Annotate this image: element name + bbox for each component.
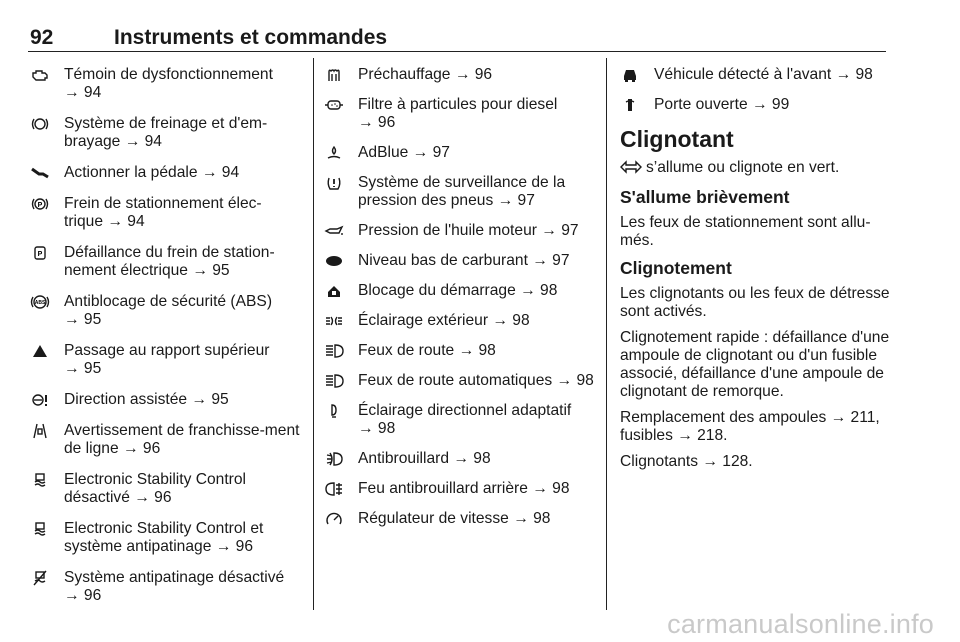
indicator-list-item	[324, 372, 594, 390]
glow-plug-icon	[324, 67, 344, 83]
indicator-label: Éclairage extérieur	[358, 312, 489, 329]
page-reference-link[interactable]: → 98	[520, 282, 558, 299]
indicator-label: Electronic Stability Control et système antipatinage	[64, 520, 264, 555]
indicator-label: Régulateur de vitesse	[358, 510, 509, 527]
page-reference-link[interactable]: → 94	[124, 133, 162, 150]
indicator-list-item	[324, 342, 594, 360]
esc-off-icon	[30, 472, 50, 488]
door-open-icon	[620, 97, 640, 113]
indicator-label: Système de surveillance de la pression des pneus	[358, 174, 566, 209]
page-reference-link[interactable]: → 97	[412, 144, 450, 161]
page-reference-link[interactable]: → 98	[453, 450, 491, 467]
page-reference-link[interactable]: → 98	[358, 420, 396, 437]
page-reference-link[interactable]: → 98	[835, 66, 873, 83]
indicator-label: Passage au rapport supérieur	[64, 342, 270, 359]
subheading-allume-brievement: S'allume brièvement	[620, 187, 790, 207]
indicator-list-item	[30, 244, 300, 280]
oil-pressure-icon	[324, 223, 344, 239]
page-reference-link[interactable]: → 94	[201, 164, 240, 181]
indicator-list-item	[324, 144, 594, 162]
indicator-label: Filtre à particules pour diesel	[358, 96, 558, 113]
indicator-label: Défaillance du frein de station-nement électrique	[64, 244, 275, 279]
parking-brake-fault-icon	[30, 245, 50, 261]
column-divider	[313, 58, 314, 610]
page-reference-link[interactable]: → 96	[215, 538, 253, 555]
indicator-list-item	[324, 282, 594, 300]
section-heading-clignotant: Clignotant	[620, 126, 734, 152]
column-3	[620, 66, 890, 479]
indicator-list-item	[30, 115, 300, 151]
indicator-label: Préchauffage	[358, 66, 451, 83]
svg-text:ABS: ABS	[34, 300, 46, 306]
tire-pressure-icon	[324, 175, 344, 191]
indicator-label: Niveau bas de carburant	[358, 252, 528, 269]
indicator-label: Véhicule détecté à l'avant	[654, 66, 832, 83]
page-reference-link[interactable]: → 96	[358, 114, 396, 131]
page-title: Instruments et commandes	[114, 26, 388, 49]
indicator-list-item	[30, 293, 300, 329]
traction-off-icon	[30, 570, 50, 586]
indicator-list-item	[324, 312, 594, 330]
page-reference-link[interactable]: → 94	[64, 84, 102, 101]
paragraph: Remplacement des ampoules → 211, fusibles → 218.	[620, 409, 880, 444]
svg-text:P: P	[37, 251, 43, 258]
page-reference-link[interactable]: → 96	[64, 587, 102, 604]
page-reference-link[interactable]: → 99	[751, 96, 790, 113]
indicator-list-item	[620, 66, 890, 84]
vehicle-ahead-icon	[620, 67, 640, 83]
indicator-list-item	[30, 569, 300, 605]
page-reference-link[interactable]: → 98	[458, 342, 496, 359]
indicator-list-item	[30, 471, 300, 507]
page-reference-link[interactable]: → 96	[454, 66, 493, 83]
indicator-label: Avertissement de franchisse-ment de ligne	[64, 422, 300, 457]
indicator-list-item	[30, 342, 300, 378]
paragraph: Clignotement rapide : défaillance d'une ampoule de clignotant ou d'un fusible associé, défaillance d'une ampoule de clignotant de remorque.	[620, 329, 890, 400]
page-number: 92	[30, 26, 54, 49]
clutch-pedal-icon	[30, 165, 50, 181]
page-reference-link[interactable]: → 97	[541, 222, 579, 239]
indicator-list-item	[324, 174, 594, 210]
indicator-list-item	[324, 66, 594, 84]
page-reference-link[interactable]: → 98	[513, 510, 551, 527]
brake-system-icon	[30, 116, 50, 132]
svg-text:P: P	[37, 202, 43, 209]
indicator-label: Direction assistée	[64, 391, 188, 408]
low-fuel-icon	[324, 253, 344, 269]
indicator-list-item	[30, 164, 300, 182]
adaptive-light-icon	[324, 403, 344, 419]
indicator-list-item	[30, 422, 300, 458]
indicator-label: Actionner la pédale	[64, 164, 198, 181]
turn-signal-icon	[620, 160, 642, 179]
subheading-clignotement: Clignotement	[620, 258, 732, 278]
high-beam-icon	[324, 343, 344, 359]
indicator-list-item	[324, 96, 594, 132]
indicator-list-item	[324, 450, 594, 468]
indicator-list-item	[30, 66, 300, 102]
indicator-list-item	[30, 520, 300, 556]
indicator-label: Electronic Stability Control désactivé	[64, 471, 247, 506]
clignotant-intro: s’allume ou clignote en vert.	[620, 159, 890, 179]
diesel-particle-filter-icon	[324, 97, 344, 113]
column-1	[30, 66, 300, 618]
paragraph: Les clignotants ou les feux de détresse sont activés.	[620, 285, 890, 320]
page-reference-link[interactable]: → 97	[497, 192, 535, 209]
adblue-icon	[324, 145, 344, 161]
column-2	[324, 66, 594, 540]
indicator-label: Pression de l'huile moteur	[358, 222, 537, 239]
indicator-list-item	[620, 96, 890, 114]
page-header	[28, 26, 886, 52]
page-reference-link[interactable]: → 95	[191, 391, 229, 408]
esc-traction-icon	[30, 521, 50, 537]
exterior-light-icon	[324, 313, 344, 329]
indicator-label: Témoin de dysfonctionnement	[64, 66, 273, 83]
upshift-arrow-icon	[30, 343, 50, 359]
page-reference-link[interactable]: → 98	[532, 480, 570, 497]
rear-fog-icon	[324, 481, 344, 497]
lane-departure-icon	[30, 423, 50, 439]
indicator-label: Porte ouverte	[654, 96, 748, 113]
indicator-list-item	[324, 252, 594, 270]
indicator-label: AdBlue	[358, 144, 409, 161]
paragraph: Les feux de stationnement sont allu-més.	[620, 214, 871, 249]
page-reference-link[interactable]: → 95	[64, 360, 102, 377]
indicator-list-item	[324, 222, 594, 240]
indicator-label: Système antipatinage désactivé	[64, 569, 285, 586]
page-reference-link[interactable]: → 95	[64, 311, 102, 328]
engine-icon	[30, 67, 50, 83]
page-reference-link[interactable]: → 96	[122, 440, 161, 457]
indicator-list-item	[30, 391, 300, 409]
page-reference-link[interactable]: → 96	[134, 489, 172, 506]
parking-brake-icon	[30, 196, 50, 212]
indicator-label: Feux de route automatiques	[358, 372, 553, 389]
indicator-label: Feux de route	[358, 342, 455, 359]
indicator-label: Feu antibrouillard arrière	[358, 480, 528, 497]
column-divider	[606, 58, 607, 610]
watermark: carmanualsonline.info	[667, 609, 934, 639]
indicator-list-item	[324, 510, 594, 528]
page-reference-link[interactable]: → 98	[492, 312, 530, 329]
paragraph: Clignotants → 128.	[620, 453, 753, 470]
indicator-label: Antiblocage de sécurité (ABS)	[64, 293, 273, 310]
indicator-label: Système de freinage et d'em-brayage	[64, 115, 268, 150]
indicator-label: Frein de stationnement élec-trique	[64, 195, 262, 230]
indicator-label: Éclairage directionnel adaptatif	[358, 402, 572, 419]
abs-icon	[30, 294, 50, 310]
page-reference-link[interactable]: → 95	[192, 262, 230, 279]
page-reference-link[interactable]: → 98	[556, 372, 594, 389]
cruise-control-icon	[324, 511, 344, 527]
front-fog-icon	[324, 451, 344, 467]
power-steering-icon	[30, 392, 50, 408]
indicator-list-item	[324, 402, 594, 438]
indicator-label: Antibrouillard	[358, 450, 450, 467]
indicator-list-item	[30, 195, 300, 231]
auto-high-beam-icon	[324, 373, 344, 389]
indicator-label: Blocage du démarrage	[358, 282, 516, 299]
indicator-list-item	[324, 480, 594, 498]
immobiliser-icon	[324, 283, 344, 299]
page-reference-link[interactable]: → 94	[107, 213, 145, 230]
page-reference-link[interactable]: → 97	[532, 252, 570, 269]
